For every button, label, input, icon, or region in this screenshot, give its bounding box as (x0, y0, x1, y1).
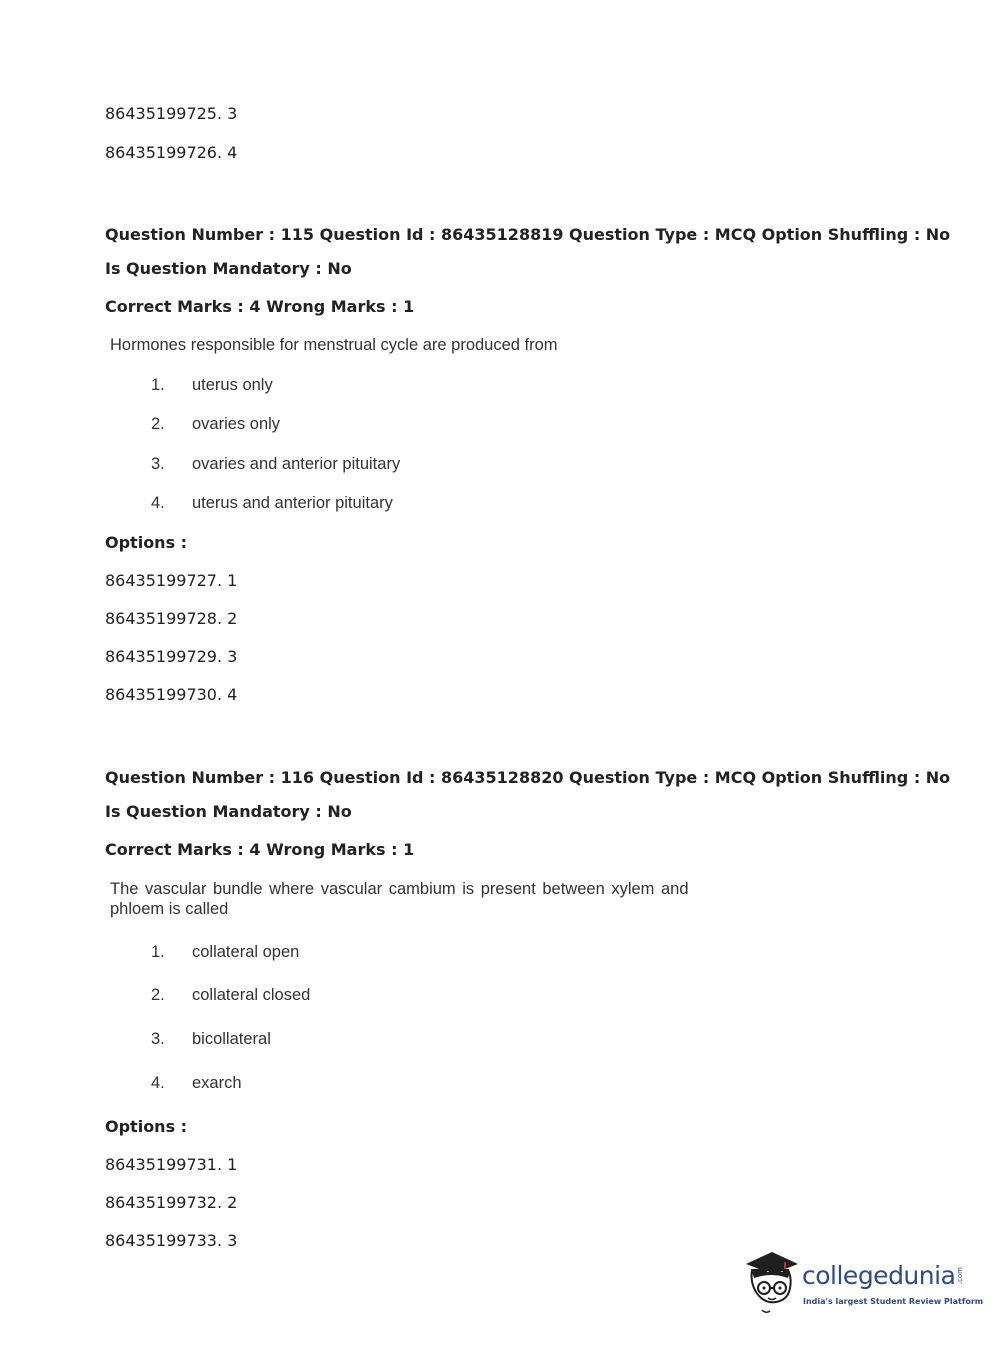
question-header: Question Number : 115 Question Id : 86435128819 Question Type : MCQ Option Shuffling : No (105, 225, 951, 244)
choice-number: 1. (151, 376, 165, 394)
option-id-line: 86435199729. 3 (105, 647, 238, 666)
option-id-line: 86435199728. 2 (105, 609, 238, 628)
choice-number: 4. (151, 494, 165, 512)
question-mandatory: Is Question Mandatory : No (105, 802, 352, 821)
question-marks: Correct Marks : 4 Wrong Marks : 1 (105, 297, 415, 316)
logo-tagline: India's largest Student Review Platform (803, 1297, 984, 1306)
option-id-line: 86435199732. 2 (105, 1193, 238, 1212)
options-label: Options : (105, 1117, 188, 1136)
option-id-line: 86435199730. 4 (105, 685, 238, 704)
option-id-line: 86435199733. 3 (105, 1231, 238, 1250)
choice-text: uterus and anterior pituitary (192, 494, 393, 512)
choice-text: collateral open (192, 943, 300, 961)
choice-number: 3. (151, 1030, 165, 1048)
choice-text: collateral closed (192, 986, 311, 1004)
logo-name: collegedunia (802, 1261, 956, 1290)
choice-text: uterus only (192, 376, 273, 394)
choice-text: ovaries and anterior pituitary (192, 455, 401, 473)
choice-text: ovaries only (192, 415, 281, 433)
option-id-line: 86435199726. 4 (105, 143, 238, 162)
logo-suffix: .com (956, 1267, 964, 1285)
question-header: Question Number : 116 Question Id : 86435128820 Question Type : MCQ Option Shuffling : No (105, 768, 951, 787)
choice-number: 2. (151, 415, 165, 433)
options-label: Options : (105, 533, 188, 552)
option-id-line: 86435199725. 3 (105, 104, 238, 123)
question-marks: Correct Marks : 4 Wrong Marks : 1 (105, 840, 415, 859)
choice-number: 2. (151, 986, 165, 1004)
question-text: phloem is called (110, 900, 229, 918)
choice-text: exarch (192, 1074, 242, 1092)
choice-number: 4. (151, 1074, 165, 1092)
question-mandatory: Is Question Mandatory : No (105, 259, 352, 278)
option-id-line: 86435199731. 1 (105, 1155, 238, 1174)
choice-number: 3. (151, 455, 165, 473)
option-id-line: 86435199727. 1 (105, 571, 238, 590)
question-text: Hormones responsible for menstrual cycle are produced from (110, 336, 558, 354)
choice-number: 1. (151, 943, 165, 961)
choice-text: bicollateral (192, 1030, 271, 1048)
question-text: The vascular bundle where vascular cambium is present between xylem and (110, 880, 689, 898)
